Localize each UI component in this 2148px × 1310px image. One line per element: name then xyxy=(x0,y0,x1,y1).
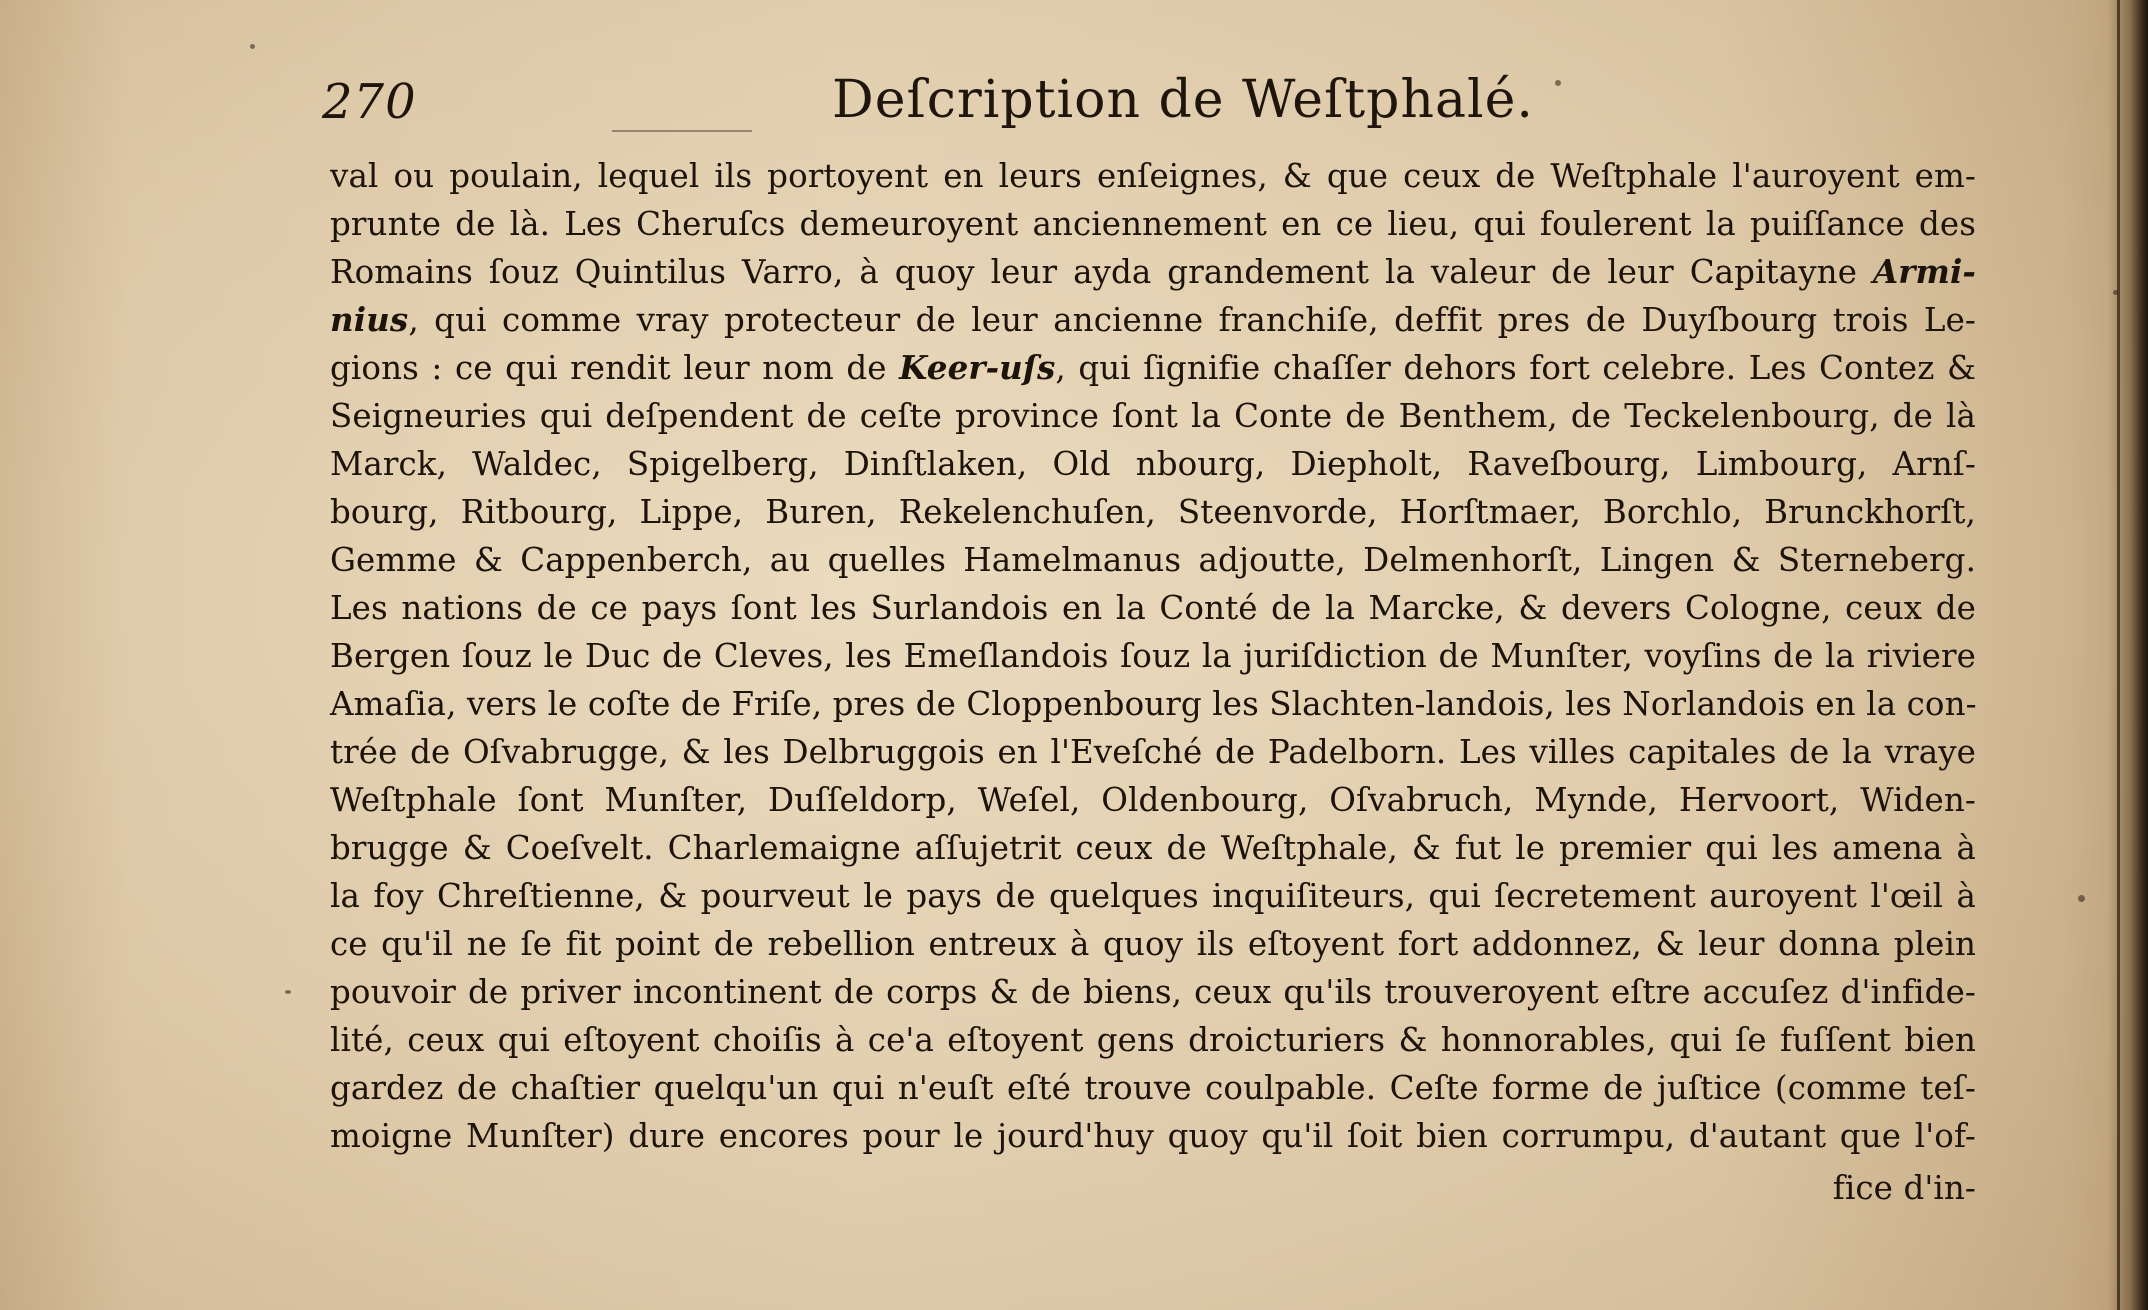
text-line xyxy=(330,1016,1976,1064)
text-line xyxy=(330,200,1976,248)
text-segment: moigne Munſter) dure encores pour le jourd'huy quoy qu'il ſoit bien corrumpu, d'autant que l'of- xyxy=(330,1117,1976,1155)
header-rule xyxy=(612,130,752,132)
text-line xyxy=(330,248,1976,296)
paper-speck xyxy=(285,990,291,994)
text-line xyxy=(330,584,1976,632)
text-segment: Bergen ſouz le Duc de Cleves, les Emeſlandois ſouz la juriſdiction de Munſter, voyſins de la riviere xyxy=(330,637,1976,675)
text-segment: gardez de chaſtier quelqu'un qui n'euſt eſté trouve coulpable. Ceſte forme de juſtice (comme teſ- xyxy=(330,1069,1976,1107)
text-segment: trée de Oſvabrugge, & les Delbruggois en l'Eveſché de Padelborn. Les villes capitales de la vraye xyxy=(330,733,1976,771)
paper-speck xyxy=(2113,290,2118,295)
text-segment: ce qu'il ne ſe fit point de rebellion entreux à quoy ils eſtoyent fort addonnez, & leur donna plein xyxy=(330,925,1976,963)
paper-speck xyxy=(2078,895,2085,902)
text-line xyxy=(330,1064,1976,1112)
text-segment: brugge & Coeſvelt. Charlemaigne aſſujetrit ceux de Weſtphale, & fut le premier qui les amena à xyxy=(330,829,1976,867)
text-segment: Weſtphale ſont Munſter, Duſſeldorp, Weſel, Oldenbourg, Oſvabruch, Mynde, Hervoort, Widen- xyxy=(330,781,1976,819)
text-segment: lité, ceux qui eſtoyent choiſis à ce'a eſtoyent gens droicturiers & honnorables, qui ſe fuſſent bien xyxy=(330,1021,1976,1059)
text-segment: Amaſia, vers le coſte de Friſe, pres de Cloppenbourg les Slachten-landois, les Norlandois en la con- xyxy=(330,685,1977,723)
text-line xyxy=(330,1112,1976,1160)
page-header xyxy=(322,70,2002,150)
text-line xyxy=(330,392,1976,440)
page-number: 270 xyxy=(322,74,417,130)
text-line xyxy=(330,296,1976,344)
text-segment: Marck, Waldec, Spigelberg, Dinſtlaken, Old nbourg, Diepholt, Raveſbourg, Limbourg, Arnſ- xyxy=(330,445,1976,483)
text-segment: Gemme & Cappenberch, au quelles Hamelmanus adjoutte, Delmenhorſt, Lingen & Sterneberg. xyxy=(330,541,1976,579)
text-segment: la foy Chreſtienne, & pourveut le pays de quelques inquiſiteurs, qui ſecretement auroyent l'œil à xyxy=(330,877,1976,915)
text-line xyxy=(330,728,1976,776)
text-line xyxy=(330,824,1976,872)
text-segment: , qui comme vray protecteur de leur ancienne franchiſe, deffit pres de Duyſbourg trois Le- xyxy=(408,301,1976,339)
text-segment: gions : ce qui rendit leur nom de xyxy=(330,349,900,387)
text-segment: bourg, Ritbourg, Lippe, Buren, Rekelenchuſen, Steenvorde, Horſtmaer, Borchlo, Brunckhorſt, xyxy=(330,493,1976,531)
italic-name: Keer-uſs xyxy=(899,348,1056,387)
text-line xyxy=(330,152,1976,200)
text-line xyxy=(330,536,1976,584)
paper-speck xyxy=(250,44,255,49)
text-line xyxy=(330,968,1976,1016)
text-line xyxy=(330,776,1976,824)
text-segment: , qui ſignifie chaſſer dehors fort celebre. Les Contez & xyxy=(1055,349,1976,387)
page-edge-line xyxy=(2117,0,2120,1310)
text-segment: pouvoir de priver incontinent de corps & de biens, ceux qu'ils trouveroyent eſtre accuſez d'infide- xyxy=(330,973,1976,1011)
text-segment: val ou poulain, lequel ils portoyent en leurs enſeignes, & que ceux de Weſtphale l'auroyent em- xyxy=(330,157,1976,195)
text-line xyxy=(330,440,1976,488)
text-segment: Romains ſouz Quintilus Varro, à quoy leur ayda grandement la valeur de leur Capitayne xyxy=(330,253,1873,291)
text-line xyxy=(330,344,1976,392)
text-segment: prunte de là. Les Cheruſcs demeuroyent anciennement en ce lieu, qui foulerent la puiſſance des xyxy=(330,205,1976,243)
text-line xyxy=(330,488,1976,536)
catchword: fice d'in- xyxy=(1832,1169,1976,1207)
text-line xyxy=(330,872,1976,920)
book-spine-shadow xyxy=(2108,0,2148,1310)
text-line xyxy=(330,920,1976,968)
body-text xyxy=(330,152,1976,1212)
running-title: Deſcription de Weſtphalé. xyxy=(832,70,1534,130)
text-segment: Seigneuries qui deſpendent de ceſte province ſont la Conte de Benthem, de Teckelenbourg, de là xyxy=(330,397,1976,435)
italic-name: nius xyxy=(330,300,409,339)
italic-name: Armi- xyxy=(1872,252,1976,291)
text-segment: Les nations de ce pays ſont les Surlandois en la Conté de la Marcke, & devers Cologne, ceux de xyxy=(330,589,1976,627)
text-line xyxy=(330,680,1976,728)
text-line xyxy=(330,632,1976,680)
